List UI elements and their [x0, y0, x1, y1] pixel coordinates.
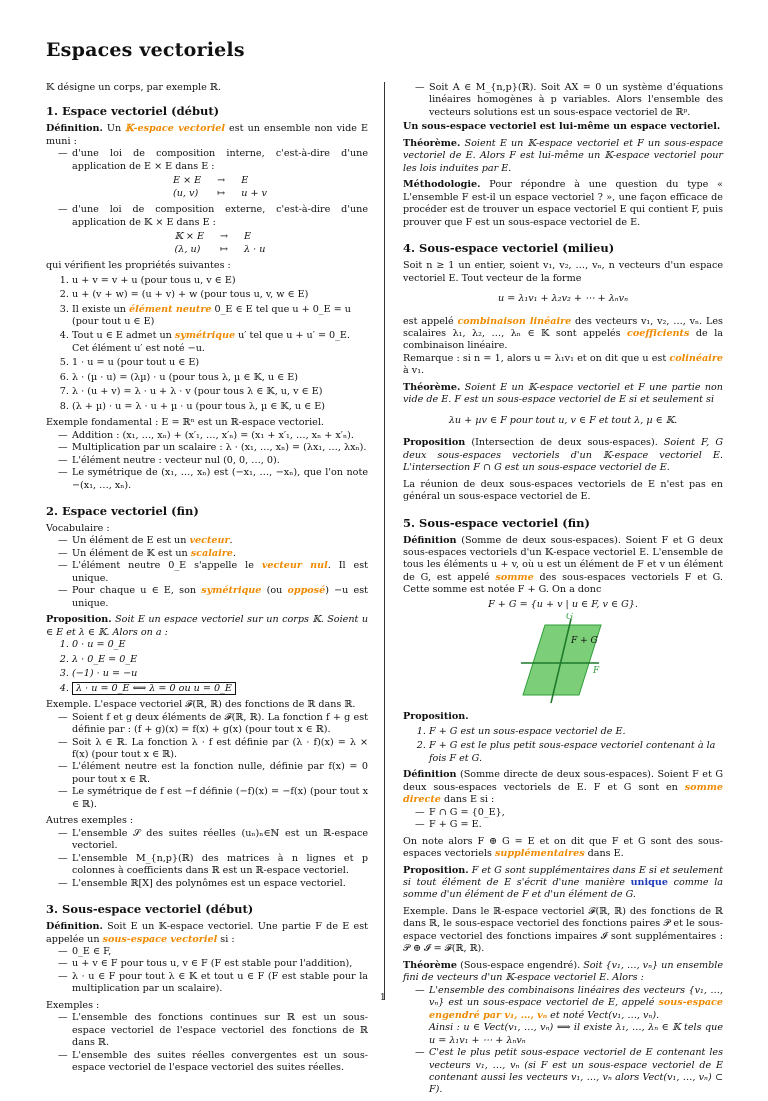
sum-figure — [403, 613, 723, 705]
list-item: — d'une loi de composition interne, c'est-à-dire d'une application de E × E dans E : E × E → E (u, v) ↦ u + v — [72, 148, 368, 200]
list-item: 5. 1 · u = u (pour tout u ∈ E) — [72, 357, 368, 369]
theorem-induced: Théorème. Soient E un 𝕂-espace vectoriel et F un sous-espace vectoriel de E. Alors F est lui-même un 𝕂-espace vectoriel pour les lois induites par E. — [403, 137, 723, 174]
list-item: — Le symétrique de f est −f définie (−f)(x) = −f(x) (pour tout x ∈ ℝ). — [72, 786, 368, 811]
section-2-heading: 2. Espace vectoriel (fin) — [46, 504, 199, 519]
intro-text: 𝕂 désigne un corps, par exemple ℝ. — [46, 82, 221, 93]
example-fonctions: Exemple. L'espace vectoriel 𝓕(ℝ, ℝ) des fonctions de ℝ dans ℝ. — [46, 699, 356, 711]
external-law-map: 𝕂 × E → E (λ, u) ↦ λ · u — [174, 231, 266, 255]
left-column — [46, 82, 368, 1079]
list-item: 1. u + v = v + u (pour tous u, v ∈ E) — [72, 275, 368, 287]
list-item: — L'ensemble des suites réelles convergentes est un sous-espace vectoriel de l'espace vectoriel des suites réelles. — [72, 1050, 368, 1075]
section-3-heading: 3. Sous-espace vectoriel (début) — [46, 902, 254, 917]
list-item: — L'ensemble M_{n,p}(ℝ) des matrices à n lignes et p colonnes à coefficients dans ℝ est un ℝ-espace vectoriel. — [72, 853, 368, 878]
list-item: — 0_E ∈ F, — [72, 946, 368, 958]
list-item: 6. λ · (µ · u) = (λµ) · u (pour tous λ, µ ∈ 𝕂, u ∈ E) — [72, 372, 368, 384]
theorem-characterization: Théorème. Soient E un 𝕂-espace vectoriel et F une partie non vide de E. F est un sous-espace vectoriel de E si et seulement si — [403, 381, 723, 406]
proposition-2-list — [46, 639, 368, 695]
definition-somme-directe: Définition (Somme directe de deux sous-espaces). Soient F et G deux sous-espaces vectoriels de E. F et G sont en somme directe dans E si : — [403, 769, 723, 806]
laws-list — [46, 148, 368, 256]
page-number: 1 — [380, 993, 386, 1003]
right-column — [403, 82, 723, 1101]
subspace-sum-diagram — [403, 613, 723, 705]
list-item: — F ∩ G = {0_E}, — [429, 807, 723, 819]
list-item: — L'élément neutre : vecteur nul (0, 0, …, 0). — [72, 455, 368, 467]
list-item: — C'est le plus petit sous-espace vectoriel de E contenant les vecteurs v₁, …, vₙ (si F est un sous-espace vectoriel de E contenant aussi les vecteurs v₁, …, vₙ alors Vect(v₁, …, vₙ) ⊂ F). — [429, 1047, 723, 1097]
list-item: — Le symétrique de (x₁, …, xₙ) est (−x₁, …, −xₙ), que l'on note −(x₁, …, xₙ). — [72, 467, 368, 492]
internal-law-map: E × E → E (u, v) ↦ u + v — [173, 175, 267, 199]
methodology: Méthodologie. Pour répondre à une question du type « L'ensemble F est-il un espace vectoriel ? », une façon efficace de procéder est de trouver un espace vectoriel E qui contient F, puis prouver que F est un sous-espace vectoriel de E. — [403, 179, 723, 228]
definition-espace-vectoriel: Définition. Un 𝕂-espace vectoriel est un ensemble non vide E muni : — [46, 123, 368, 147]
linear-combination-formula: u = λ₁v₁ + λ₂v₂ + ⋯ + λₙvₙ — [498, 293, 628, 305]
list-item: — Soit λ ∈ ℝ. La fonction λ · f est définie par (λ · f)(x) = λ × f(x) (pour tout x ∈ ℝ). — [72, 737, 368, 762]
list-item: — Soient f et g deux éléments de 𝓕(ℝ, ℝ). La fonction f + g est définie par : (f + g)(x) = f(x) + g(x) (pour tout x ∈ ℝ). — [72, 712, 368, 737]
list-item: 2. F + G est le plus petit sous-espace vectoriel contenant à la fois F et G. — [429, 740, 723, 765]
list-item: — d'une loi de composition externe, c'est-à-dire d'une application de 𝕂 × E dans E : 𝕂 × E → E (λ, u) ↦ λ · u — [72, 204, 368, 256]
section-4-heading: 4. Sous-espace vectoriel (milieu) — [403, 241, 615, 256]
list-item: — Addition : (x₁, …, xₙ) + (x′₁, …, x′ₙ) = (x₁ + x′₁, …, xₙ + x′ₙ). — [72, 430, 368, 442]
axioms-list — [46, 275, 368, 414]
proposition-supplementary: Proposition. F et G sont supplémentaires dans E si et seulement si tout élément de E s'écrit d'une manière unique comme la somme d'un élément de F et d'un élément de G. — [403, 864, 723, 901]
supplementary-note: On note alors F ⊕ G = E et on dit que F et G sont des sous-espaces vectoriels supplémentaires dans E. — [403, 835, 723, 860]
column-divider — [384, 82, 385, 1000]
list-item: — L'élément neutre 0_E s'appelle le vecteur nul. Il est unique. — [72, 560, 368, 585]
conditions-list — [46, 946, 368, 996]
list-item: — Un élément de E est un vecteur. — [72, 535, 368, 547]
list-item: 4. Tout u ∈ E admet un symétrique u′ tel que u + u′ = 0_E. Cet élément u′ est noté −u. — [72, 330, 368, 355]
example-fondamental: Exemple fondamental : E = ℝⁿ est un ℝ-espace vectoriel. — [46, 417, 324, 429]
list-item: 3. Il existe un élément neutre 0_E ∈ E tel que u + 0_E = u (pour tout u ∈ E) — [72, 304, 368, 329]
page-title: Espaces vectoriels — [46, 39, 245, 61]
list-item: — L'élément neutre est la fonction nulle, définie par f(x) = 0 pour tout x ∈ ℝ. — [72, 761, 368, 786]
label-g: G — [566, 613, 574, 623]
list-item: — Multiplication par un scalaire : λ · (x₁, …, xₙ) = (λx₁, …, λxₙ). — [72, 442, 368, 454]
sum-formula: F + G = {u + v | u ∈ F, v ∈ G}. — [488, 598, 638, 610]
proposition-sum-list — [403, 726, 723, 765]
vect-properties — [403, 985, 723, 1097]
section-1-heading: 1. Espace vectoriel (début) — [46, 104, 220, 119]
proposition-sum-label: Proposition. — [403, 711, 469, 723]
proposition-intersection: Proposition (Intersection de deux sous-espaces). Soient F, G deux sous-espaces vectoriels d'un 𝕂-espace vectoriel E. L'intersection F ∩ G est un sous-espace vectoriel de E. — [403, 437, 723, 474]
list-item: 1. 0 · u = 0_E — [72, 639, 368, 651]
list-item: — F + G = E. — [429, 819, 723, 831]
continued-example — [403, 82, 723, 119]
list-item: 7. λ · (u + v) = λ · u + λ · v (pour tous λ ∈ 𝕂, u, v ∈ E) — [72, 386, 368, 398]
list-item — [72, 683, 368, 695]
list-item: 2. λ · 0_E = 0_E — [72, 654, 368, 666]
list-item: 3. (−1) · u = −u — [72, 668, 368, 680]
vocab-list — [46, 535, 368, 610]
label-f-plus-g: F + G — [571, 636, 598, 647]
examples-list — [46, 1012, 368, 1074]
list-item: — Pour chaque u ∈ E, son symétrique (ou opposé) −u est unique. — [72, 585, 368, 610]
list-item: — λ · u ∈ F pour tout λ ∈ 𝕂 et tout u ∈ F (F est stable pour la multiplication par un scalaire). — [72, 971, 368, 996]
bold-statement: Un sous-espace vectoriel est lui-même un espace vectoriel. — [403, 121, 721, 133]
s4-intro: Soit n ≥ 1 un entier, soient v₁, v₂, …, vₙ, n vecteurs d'un espace vectoriel E. Tout vecteur de la forme — [403, 260, 723, 284]
example-list — [46, 430, 368, 492]
label-f: F — [593, 666, 600, 677]
list-item: — L'ensemble ℝ[X] des polynômes est un espace vectoriel. — [72, 878, 368, 890]
section-5-heading: 5. Sous-espace vectoriel (fin) — [403, 515, 590, 530]
theorem-vect: Théorème (Sous-espace engendré). Soit {v₁, …, vₙ} un ensemble fini de vecteurs d'un 𝕂-espace vectoriel E. Alors : — [403, 959, 723, 984]
definition-somme: Définition (Somme de deux sous-espaces). Soient F et G deux sous-espaces vectoriels d'un 𝕂-espace vectoriel E. L'ensemble de tous les éléments u + v, où u est un élément de F et v un élément de G, est appelé somme des sous-espaces vectoriels F et G. Cette somme est notée F + G. On a donc — [403, 534, 723, 596]
remarque-colineaire: Remarque : si n = 1, alors u = λ₁v₁ et on dit que u est colinéaire à v₁. — [403, 352, 723, 377]
example-fonctions-list — [46, 712, 368, 812]
proposition-2: Proposition. Soit E un espace vectoriel sur un corps 𝕂. Soient u ∈ E et λ ∈ 𝕂. Alors on a : — [46, 614, 368, 638]
definition-sous-espace: Définition. Soit E un 𝕂-espace vectoriel. Une partie F de E est appelée un sous-espace vectoriel si : — [46, 921, 368, 945]
list-item: 8. (λ + µ) · u = λ · u + µ · u (pour tous λ, µ ∈ 𝕂, u ∈ E) — [72, 401, 368, 413]
list-item: — L'ensemble 𝒮 des suites réelles (uₙ)ₙ∈ℕ est un ℝ-espace vectoriel. — [72, 828, 368, 853]
examples-label: Exemples : — [46, 999, 100, 1011]
others-list — [46, 828, 368, 890]
list-item: — Soit A ∈ M_{n,p}(ℝ). Soit AX = 0 un système d'équations linéaires homogènes à p variables. Alors l'ensemble des vecteurs solutions est un sous-espace vectoriel de ℝᵖ. — [429, 82, 723, 119]
vocab-label: Vocabulaire : — [46, 523, 110, 534]
props-intro: qui vérifient les propriétés suivantes : — [46, 260, 231, 272]
characterization-formula: λu + µv ∈ F pour tout u, v ∈ F et tout λ, µ ∈ 𝕂. — [448, 414, 678, 426]
list-item: 1. F + G est un sous-espace vectoriel de E. — [429, 726, 723, 738]
boxed-equivalence: λ · u = 0_E ⟺ λ = 0 ou u = 0_E — [72, 682, 236, 695]
list-item: 2. u + (v + w) = (u + v) + w (pour tous u, v, w ∈ E) — [72, 289, 368, 301]
direct-sum-conditions — [403, 807, 723, 832]
reunion-remark: La réunion de deux sous-espaces vectoriels de E n'est pas en général un sous-espace vectoriel de E. — [403, 478, 723, 503]
list-item: — L'ensemble des fonctions continues sur ℝ est un sous-espace vectoriel de l'espace vectoriel des fonctions de ℝ dans ℝ. — [72, 1012, 368, 1049]
list-item: — u + v ∈ F pour tous u, v ∈ F (F est stable pour l'addition), — [72, 958, 368, 970]
example-paires-impaires: Exemple. Dans le ℝ-espace vectoriel 𝓕(ℝ, ℝ) des fonctions de ℝ dans ℝ, le sous-espace vectoriel des fonctions paires 𝒫 et le sous-espace vectoriel des fonctions impaires 𝓘 sont supplémentaires : 𝒫 ⊕ 𝓘 = 𝓕(ℝ, ℝ). — [403, 905, 723, 955]
list-item: — Un élément de 𝕂 est un scalaire. — [72, 548, 368, 560]
list-item: — L'ensemble des combinaisons linéaires des vecteurs {v₁, …, vₙ} est un sous-espace vectoriel de E, appelé sous-espace engendré par v₁, …, vₙ et noté Vect(v₁, …, vₙ). Ainsi : u ∈ Vect(v₁, …, vₙ) ⟺ il existe λ₁, …, λₙ ∈ 𝕂 tels que u = λ₁v₁ + ⋯ + λₙvₙ — [429, 985, 723, 1047]
others-label: Autres exemples : — [46, 815, 134, 827]
combinaison-lineaire-text: est appelé combinaison linéaire des vecteurs v₁, v₂, …, vₙ. Les scalaires λ₁, λ₂, …, λₙ ∈ 𝕂 sont appelés coefficients de la combinaison linéaire. — [403, 315, 723, 352]
